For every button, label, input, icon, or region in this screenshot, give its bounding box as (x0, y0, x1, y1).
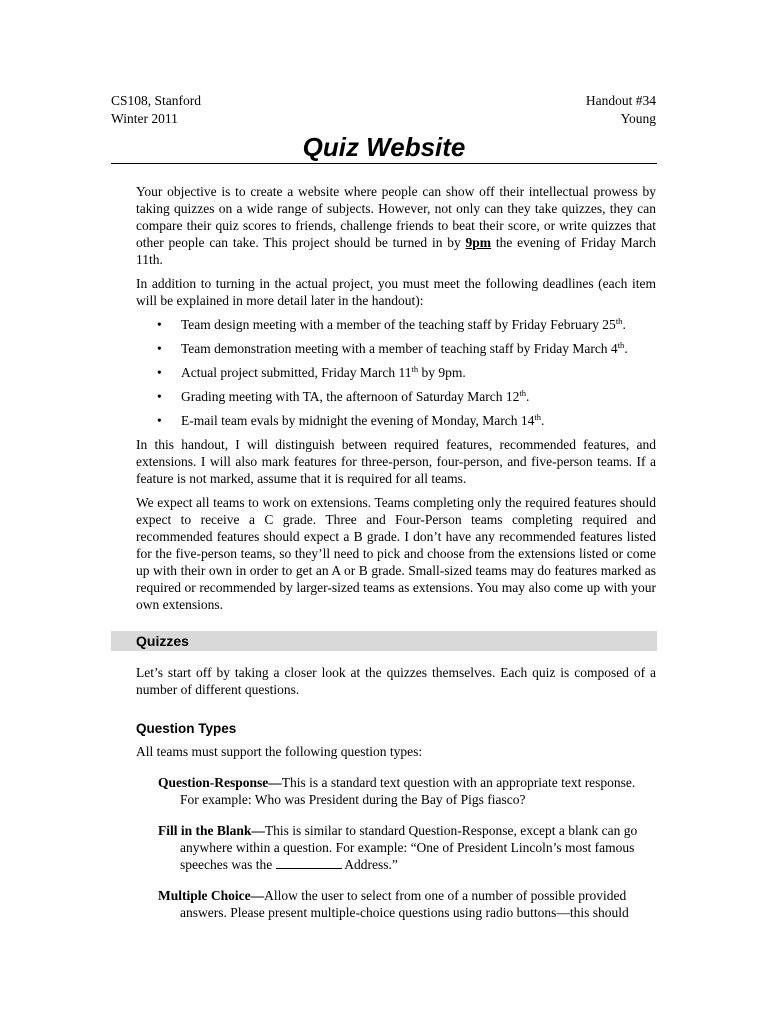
course-name: CS108, Stanford (111, 93, 202, 108)
bullet-icon: • (157, 317, 162, 332)
list-item: • Team demonstration meeting with a member of teaching staff by Friday March 4th. (157, 340, 628, 356)
question-types-lead: All teams must support the following question types: (136, 744, 423, 759)
quizzes-section (136, 664, 656, 921)
question-type-name: Multiple Choice— (158, 888, 265, 903)
list-item: • Grading meeting with TA, the afternoon of Saturday March 12th. (157, 388, 530, 404)
bullet-icon: • (157, 389, 162, 404)
header-left (111, 92, 201, 128)
question-type-item: Fill in the Blank—This is similar to standard Question-Response, except a blank can go anywhere within a question. For example: “One of President Lincoln’s most famous speeches was the Address.” (158, 823, 638, 872)
list-item: • Actual project submitted, Friday March 11th by 9pm. (157, 364, 466, 380)
bullet-icon: • (157, 365, 162, 380)
deadline-list (136, 316, 656, 429)
features-paragraph: In this handout, I will distinguish between required features, recommended features, and extensions. I will also mark features for three-person, four-person, and five-person teams. If a feature is not marked, assume that it is required for all teams. (136, 437, 656, 486)
handout-number: Handout #34 (585, 93, 656, 108)
bullet-icon: • (157, 341, 162, 356)
quizzes-intro: Let’s start off by taking a closer look at the quizzes themselves. Each quiz is composed of a number of different questions. (136, 665, 656, 697)
author: Young (620, 111, 656, 126)
question-type-name: Question-Response— (158, 775, 282, 790)
header-right (586, 92, 656, 128)
intro-section (136, 183, 656, 620)
intro-text-end: the evening of Friday March 11th. (136, 235, 656, 267)
subsection-heading: Question Types (136, 721, 237, 736)
page-title: Quiz Website (302, 132, 466, 162)
section-heading: Quizzes (136, 633, 189, 649)
question-type-item: Multiple Choice—Allow the user to select from one of a number of possible provided answers. Please present multiple-choice questions using radio buttons—this should (158, 888, 629, 920)
term: Winter 2011 (111, 111, 178, 126)
bullet-icon: • (157, 413, 162, 428)
intro-text: Your objective is to create a website where people can show off their intellectual prowess by taking quizzes on a wide range of subjects. However, not only can they take quizzes, they can compare their quiz scores to friends, challenge friends to beat their score, or write quizzes that other people can take. This project should be turned in by (136, 184, 656, 250)
list-item: • Team design meeting with a member of the teaching staff by Friday February 25th. (157, 316, 626, 332)
list-item: • E-mail team evals by midnight the evening of Monday, March 14th. (157, 412, 545, 428)
deadline-time: 9pm (465, 235, 492, 250)
deadlines-intro: In addition to turning in the actual project, you must meet the following deadlines (each item will be explained in more detail later in the handout): (136, 276, 656, 308)
title-rule (111, 163, 657, 164)
section-heading-bar (111, 631, 657, 651)
blank-underline (276, 857, 342, 869)
question-type-name: Fill in the Blank— (158, 823, 265, 838)
grading-paragraph: We expect all teams to work on extensions. Teams completing only the required features should expect to receive a C grade. Three and Four-Person teams completing required and recommended features should expect a B grade. I don’t have any recommended features listed for the five-person teams, so they’ll need to pick and choose from the extensions listed or come up with their own in order to get an A or B grade. Small-sized teams may do features marked as required or recommended by larger-sized teams as extensions. You may also come up with your own extensions. (136, 495, 656, 612)
intro-paragraph (136, 183, 656, 268)
question-type-item: Question-Response—This is a standard text question with an appropriate text response. For example: Who was President during the Bay of Pigs fiasco? (158, 775, 636, 807)
